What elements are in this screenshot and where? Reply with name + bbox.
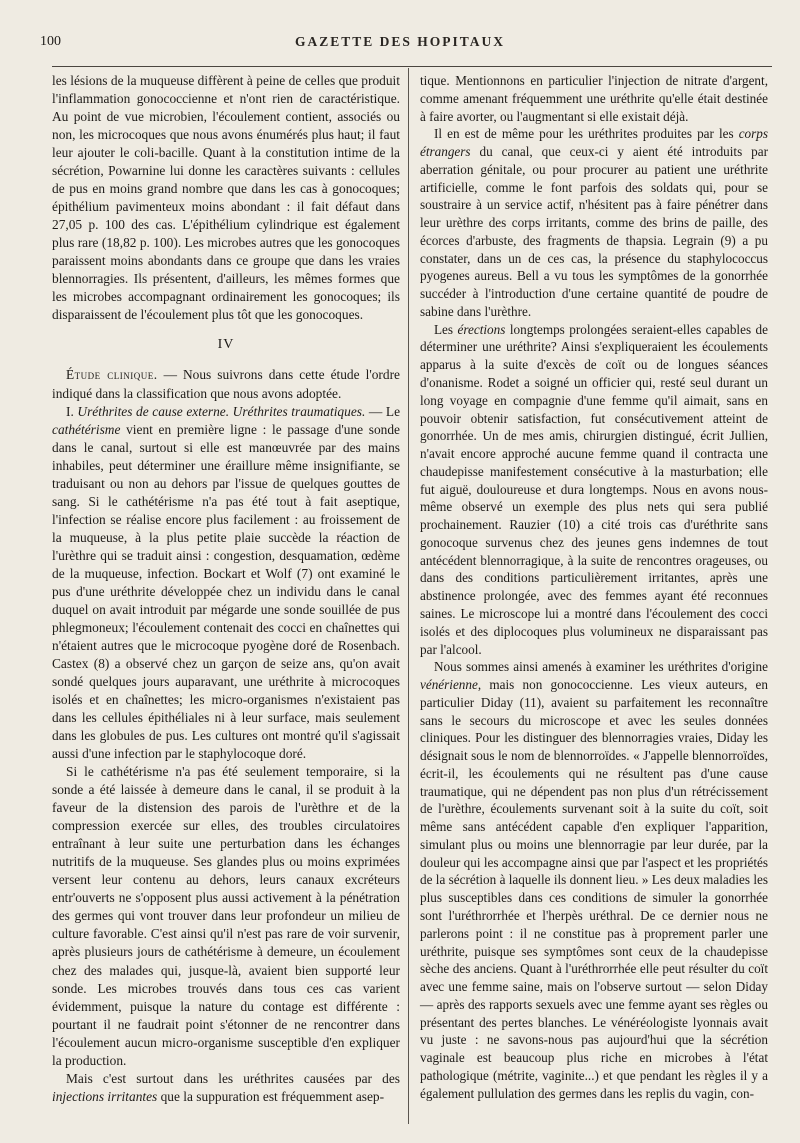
italic-term: érections xyxy=(457,321,506,337)
italic-heading: Uréthrites de cause externe. Uréthrites traumatiques. xyxy=(77,403,366,419)
right-column xyxy=(420,72,768,1102)
paragraph xyxy=(420,658,768,1102)
paragraph-text: Mais c'est surtout dans les uréthrites causées par des xyxy=(66,1070,400,1086)
header-rule xyxy=(52,66,772,67)
italic-term: vénérienne xyxy=(420,677,478,693)
section-heading: Étude clinique. xyxy=(66,367,158,383)
paragraph-text: longtemps prolongées seraient-elles capables de déterminer une uréthrite? Ainsi s'expliqueraient les écoulements apparus à la suite d'excès de coït ou de longues séances d'onanisme. Rodet a soigné un officier qui, resté seul durant un long voyage en compagnie d'une femme qu'il aimait, sans en pouvoir obtenir satisfaction, fut consécutivement atteint de gonorrhée. Un de mes amis, chirurgien distingué, écrit Jullien, n'avait encore approché aucune femme quand il contracta une chaudepisse manifestement consécutive à la masturbation; elle fut aiguë, douloureuse et dura longtemps. Nous en avons nous-même observé un exemple des plus nets qui sera publié prochainement. Rauzier (10) a cité trois cas d'uréthrite sans gonocoque survenus chez des jeunes gens indemnes de tout antécédent blennorragique, à la suite de rencontres orageuses, ou dans des conditions particulièrement irritantes, après une abstinence prolongée, avec des femmes ayant été reconnues saines. Le microscope lui a montré dans l'écoulement des cocci isolés et des diplocoques plus volumineux ne disparaissant pas par l'alcool. xyxy=(420,321,769,657)
italic-term: injections irritantes xyxy=(52,1088,158,1104)
section-number: IV xyxy=(217,337,235,353)
paragraph: les lésions de la muqueuse diffèrent à peine de celles que produit l'inflammation gonococcienne et n'ont rien de caractéristique. Au point de vue microbien, l'écoulement contient, associés ou non, les microcoques que nous avons énumérés plus haut; il faut leur ajouter le coli-bacille. Quant à la constitution intime de la sécrétion, Powarnine lui donne les caractères suivants : cellules de pus en moins grand nombre que dans les cas à gonocoques; épithélium pavimenteux moins abondant : il fait défaut dans 27,05 p. 100 des cas. L'épithélium cylindrique est également plus rare (18,82 p. 100). Les microbes autres que les gonocoques paraissent moins abondants dans ce groupe que dans les vraies blennorragies. Ils présentent, d'ailleurs, les mêmes formes que les microbes accompagnant ordinairement les gonocoques; ils disparaissent de l'écoulement plus tôt que les gonocoques. xyxy=(52,73,400,323)
paragraph xyxy=(420,321,768,659)
paragraph xyxy=(52,366,400,402)
paragraph-text: que la suppuration est fréquemment asep- xyxy=(157,1088,385,1104)
page-header xyxy=(0,30,800,56)
italic-term: cathétérisme xyxy=(52,421,121,437)
paragraph-text: Nous sommes ainsi amenés à examiner les uréthrites d'origine xyxy=(434,659,768,675)
paragraph-text: vient en première ligne : le passage d'une sonde dans le canal, surtout si elle est manœuvrée par des mains inhabiles, peut déterminer une éraillure même insignifiante, se traduisant ou non au dehors par l'issue de quelques gouttes de sang. Si le cathétérisme n'a pas été tout à fait aseptique, l'infection se réalise encore plus facilement : au froissement de la muqueuse, à la plus petite plaie succède la réaction de l'urèthre qui se traduit ainsi : congestion, desquamation, œdème de la muqueuse, infection. Bockart et Wolf (7) ont examiné le pus d'une uréthrite développée chez un individu dans le canal duquel on avait introduit par mégarde une sonde souillée de pus phlegmoneux; l'écoulement contenait des cocci en chaînettes qui n'étaient autres que le microcoque pyogène doré de Rosenbach. Castex (8) a observé chez un garçon de seize ans, qu'on avait sondé quelques jours auparavant, une uréthrite à microcoques isolés et en chaînettes; les micro-organismes n'existaient pas dans les cellules épithéliales ni à leur surface, mais seulement dans les globules de pus. Les cultures ont montré qu'il s'agissait aussi d'une infection par le staphylocoque doré. xyxy=(52,421,400,762)
paragraph-text: — Nous suivrons dans cette étude l'ordre indiqué dans la classification que nous avons adoptée. xyxy=(52,367,400,401)
paragraph-text: Il en est de même pour les uréthrites produites par les xyxy=(434,126,739,142)
paragraph xyxy=(52,1070,400,1106)
paragraph-text: — Le xyxy=(365,403,401,419)
paragraph: Si le cathétérisme n'a pas été seulement temporaire, si la sonde a été laissée à demeure dans le canal, il se produit à la faveur de la distension des parois de l'urèthre et de la compression exercée sur elles, des troubles circulatoires entraînant à leur suite une perturbation dans les échanges nutritifs de la muqueuse. Ses glandes plus ou moins exprimées versent leur contenu au dehors, leurs canaux excréteurs entr'ouverts ne s'opposent plus aussi activement à la pénétration des germes qui vont trouver dans leur profondeur un milieu de culture favorable. C'est ainsi qu'il n'est pas rare de voir survenir, après plusieurs jours de cathétérisme à demeure, un écoulement chez des malades qui, jusque-là, avaient bien supporté leur sonde. Les microbes trouvés dans tous ces cas varient évidemment, puisque la nature du contage est différente : pourtant il ne faudrait point s'étonner de ne rencontrer dans l'écoulement aucun micro-organisme susceptible d'en expliquer la production. xyxy=(52,764,400,1068)
paragraph xyxy=(52,403,400,764)
italic-term: corps étrangers xyxy=(420,126,768,160)
paragraph-text: , mais non gonococcienne. Les vieux auteurs, en particulier Diday (11), avaient su parfaitement les reconnaître sans le secours du microscope et avec les seules données cliniques. Pour les distinguer des blennorragies vraies, Diday les désignait sous le nom de blennorroïdes. « J'appelle blennorroïdes, écrit-il, les écoulements qui ne résultent pas d'une cause traumatique, qui ne dépendent pas non plus d'un rétrécissement de l'urèthre, écoulements survenant soit à la suite du coït, soit même sans antécédent capable d'en expliquer l'apparition, simulant plus ou moins une blennorragie par leur durée, par la douleur qui les accompagne ainsi que par l'aspect et les propriétés de la sécrétion à laquelle ils donnent lieu. » Les deux maladies les plus susceptibles dans ces conditions de simuler la gonorrhée sont l'uréthrorrhée et l'herpès uréthral. De ce dernier nous ne parlerons point : il ne constitue pas à proprement parler une uréthrite, puisque ses symptômes sont ceux de la chaudepisse sèche des anciens. Quant à l'uréthrorrhée elle peut résulter du coït avec une femme saine, mais on l'observe surtout — selon Diday — après des rapports sexuels avec une femme ayant ses règles ou présentant des pertes blanches. Le vénéréologiste lyonnais avait vu juste : ne savons-nous pas aujourd'hui que la sécrétion vaginale est beaucoup plus riche en microbes à l'état pathologique (métrite, vaginite...) et que pendant les règles il y a également pullulation des germes dans les replis du vagin, con- xyxy=(420,677,768,1101)
paragraph-text: I. xyxy=(66,403,78,419)
left-column xyxy=(52,72,400,1106)
page-number: 100 xyxy=(40,34,61,49)
paragraph-text: Les xyxy=(434,321,458,337)
paragraph: tique. Mentionnons en particulier l'injection de nitrate d'argent, comme amenant fréquemment une uréthrite qu'elle était destinée à faire avorter, ou l'augmentant si elle existait déjà. xyxy=(420,73,768,124)
journal-title: GAZETTE DES HOPITAUX xyxy=(294,34,506,49)
paragraph xyxy=(420,125,768,320)
column-divider xyxy=(408,68,409,1124)
paragraph-text: du canal, que ceux-ci y aient été introduits par aberration génitale, ou pour procurer au patient une uréthrite artificielle, comme le font parfois des soldats qui, pour se soustraire à un service actif, n'hésitent pas à faire pénétrer dans leur urèthre des corps irritants, comme des brins de paille, des écorces d'arbuste, des fragments de thapsia. Legrain (9) a pu constater, dans un de ces cas, la présence du staphylococcus pyogenes aureus. Bell a vu tous les symptômes de la gonorrhée succéder à l'introduction d'une certaine quantité de poudre de sabine dans l'urèthre. xyxy=(420,144,768,319)
